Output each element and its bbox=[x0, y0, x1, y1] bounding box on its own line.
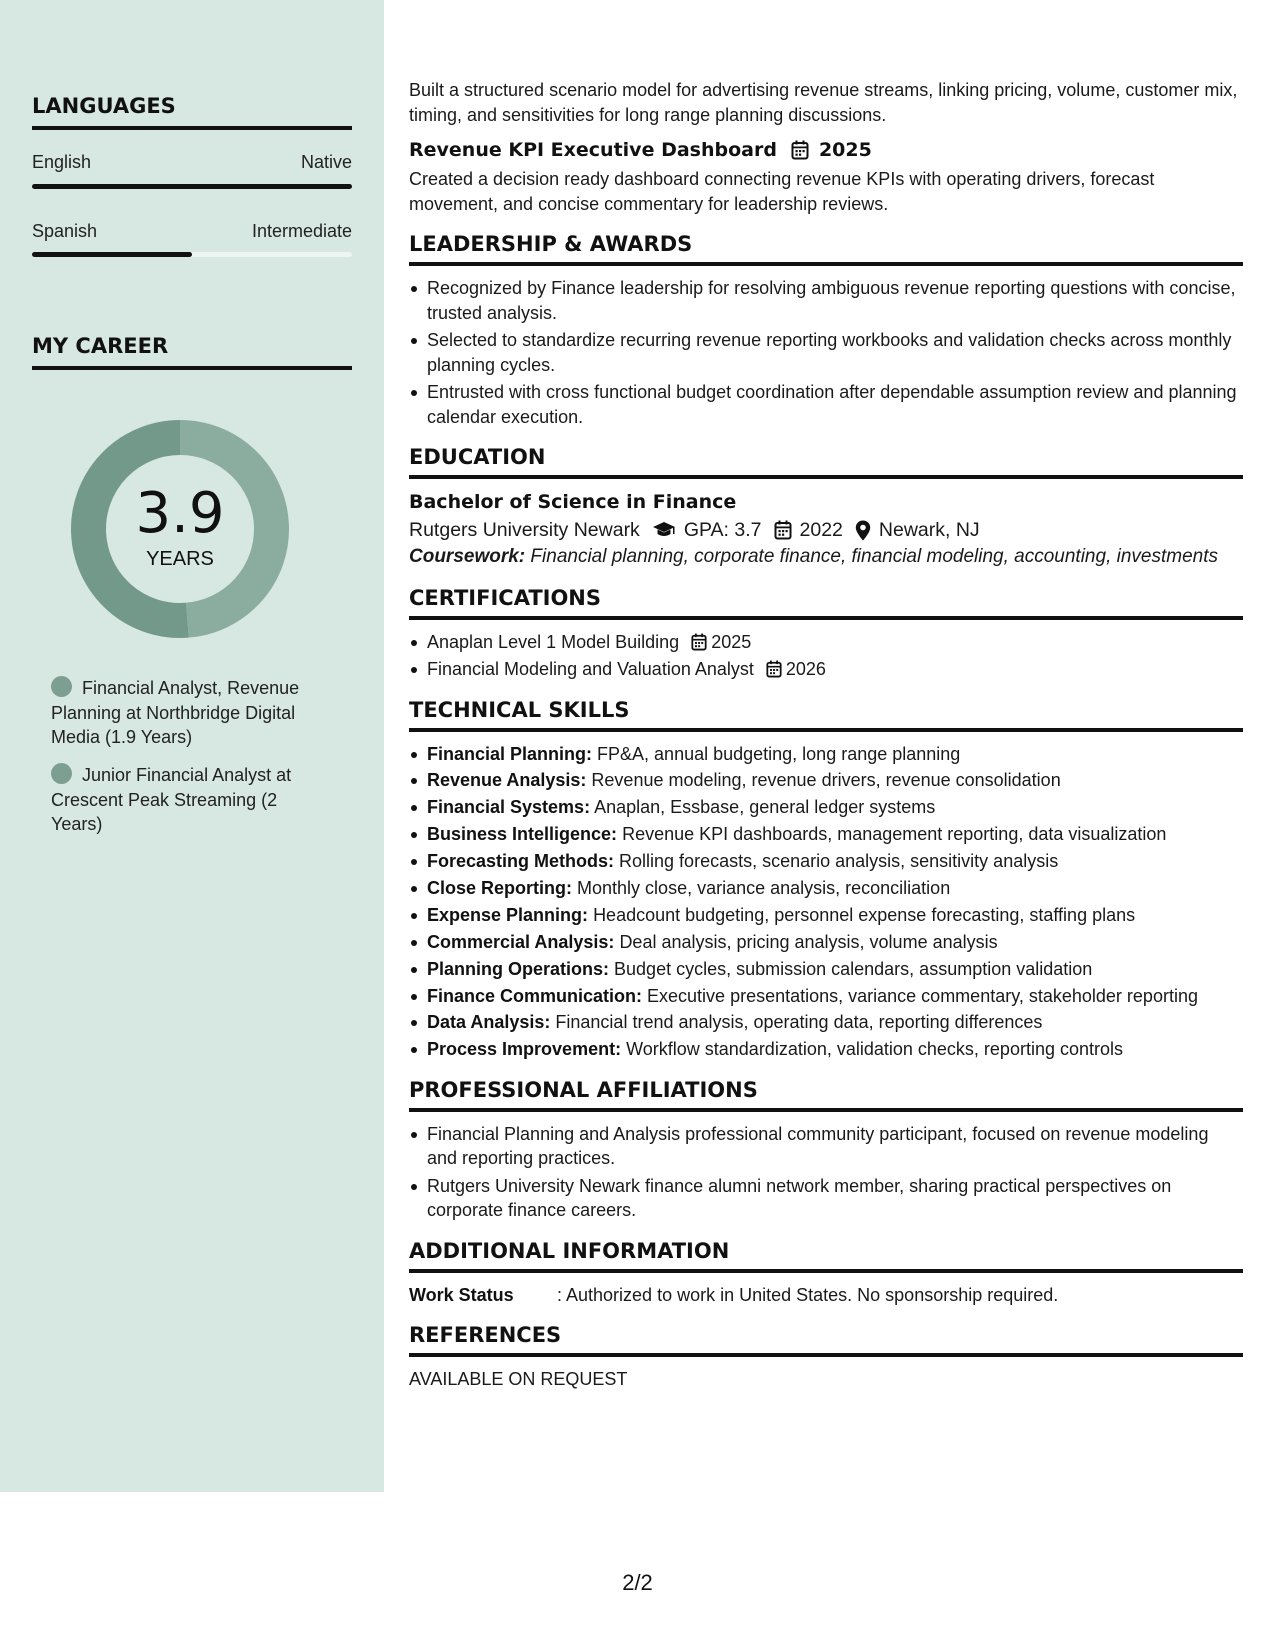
career-item bbox=[51, 676, 321, 750]
affiliations-list bbox=[409, 1122, 1243, 1223]
certification-name: Financial Modeling and Valuation Analyst bbox=[427, 659, 754, 679]
work-status-row bbox=[409, 1283, 1243, 1308]
leadership-list bbox=[409, 276, 1243, 429]
page-number: 2/2 bbox=[622, 1570, 653, 1595]
skill-value: Anaplan, Essbase, general ledger systems bbox=[594, 797, 936, 818]
career-total-unit: YEARS bbox=[146, 548, 214, 570]
list-item: Selected to standardize recurring revenue reporting workbooks and validation checks across monthly planning cycles. bbox=[409, 328, 1243, 377]
skill-label: Revenue Analysis: bbox=[427, 770, 587, 791]
skill-value: Budget cycles, submission calendars, assumption validation bbox=[614, 958, 1093, 979]
skill-value: Monthly close, variance analysis, reconciliation bbox=[577, 877, 951, 898]
project-description: Built a structured scenario model for advertising revenue streams, linking pricing, volume, customer mix, timing, and sensitivities for long range planning discussions. bbox=[409, 80, 1238, 125]
additional-info-heading: ADDITIONAL INFORMATION bbox=[409, 1237, 1243, 1273]
work-status-label: Work Status bbox=[409, 1284, 514, 1305]
list-item bbox=[409, 657, 1243, 682]
language-bar-fill bbox=[32, 184, 352, 189]
skill-value: Headcount budgeting, personnel expense forecasting, staffing plans bbox=[593, 904, 1136, 925]
coursework-label: Coursework: bbox=[409, 546, 526, 567]
graduation-cap-icon bbox=[652, 521, 676, 539]
career-total bbox=[66, 481, 294, 571]
career-total-value: 3.9 bbox=[135, 481, 225, 546]
school-name: Rutgers University Newark bbox=[409, 519, 640, 541]
education-details bbox=[409, 515, 1243, 545]
calendar-icon bbox=[691, 633, 707, 651]
skill-value: Financial trend analysis, operating data, reporting differences bbox=[555, 1012, 1043, 1033]
skill-label: Forecasting Methods: bbox=[427, 851, 615, 872]
references-text: AVAILABLE ON REQUEST bbox=[409, 1369, 628, 1390]
project-title: Revenue KPI Executive Dashboard bbox=[409, 139, 777, 161]
list-item: Recognized by Finance leadership for resolving ambiguous revenue reporting questions with concise, trusted analysis. bbox=[409, 276, 1243, 325]
language-bar-fill bbox=[32, 252, 192, 257]
career-item-text: Financial Analyst, Revenue Planning at Northbridge Digital Media (1.9 Years) bbox=[51, 678, 300, 747]
skill-value: FP&A, annual budgeting, long range planning bbox=[597, 743, 961, 764]
language-bar-spanish bbox=[32, 252, 352, 257]
career-item-text: Junior Financial Analyst at Crescent Peak Streaming (2 Years) bbox=[51, 765, 292, 834]
main-content bbox=[409, 78, 1243, 1392]
calendar-icon bbox=[766, 660, 782, 678]
language-bar-english bbox=[32, 184, 352, 189]
degree-title: Bachelor of Science in Finance bbox=[409, 491, 737, 513]
sidebar bbox=[0, 0, 384, 1492]
skill-label: Commercial Analysis: bbox=[427, 931, 615, 952]
list-item bbox=[409, 1010, 1243, 1035]
skill-label: Business Intelligence: bbox=[427, 824, 618, 845]
career-dot-icon bbox=[51, 763, 72, 784]
certifications-heading: CERTIFICATIONS bbox=[409, 584, 1243, 620]
language-row-english bbox=[32, 152, 352, 173]
language-level: Intermediate bbox=[251, 221, 352, 241]
work-status-value: : Authorized to work in United States. No sponsorship required. bbox=[557, 1284, 1059, 1305]
language-row-spanish bbox=[32, 221, 352, 242]
career-heading: MY CAREER bbox=[32, 334, 352, 370]
project-description: Created a decision ready dashboard connecting revenue KPIs with operating drivers, forecast movement, and concise commentary for leadership reviews. bbox=[409, 169, 1155, 214]
skill-label: Finance Communication: bbox=[427, 985, 643, 1006]
list-item bbox=[409, 903, 1243, 928]
coursework bbox=[409, 545, 1243, 570]
calendar-icon bbox=[774, 520, 792, 540]
affiliations-heading: PROFESSIONAL AFFILIATIONS bbox=[409, 1076, 1243, 1112]
skill-value: Rolling forecasts, scenario analysis, sensitivity analysis bbox=[619, 851, 1059, 872]
skill-value: Revenue KPI dashboards, management reporting, data visualization bbox=[622, 824, 1167, 845]
skill-value: Revenue modeling, revenue drivers, revenue consolidation bbox=[591, 770, 1061, 791]
certification-year: 2025 bbox=[711, 631, 752, 652]
skill-label: Financial Systems: bbox=[427, 797, 591, 818]
languages-heading: LANGUAGES bbox=[32, 94, 352, 130]
career-dot-icon bbox=[51, 676, 72, 697]
skill-value: Executive presentations, variance commentary, stakeholder reporting bbox=[647, 985, 1198, 1006]
school-location: Newark, NJ bbox=[878, 519, 980, 541]
project-title-row bbox=[409, 137, 1243, 163]
list-item bbox=[409, 1037, 1243, 1062]
list-item: Entrusted with cross functional budget coordination after dependable assumption review and planning calendar execution. bbox=[409, 380, 1243, 429]
language-name: English bbox=[32, 152, 92, 172]
leadership-heading: LEADERSHIP & AWARDS bbox=[409, 230, 1243, 266]
skill-label: Close Reporting: bbox=[427, 877, 573, 898]
list-item bbox=[409, 768, 1243, 793]
list-item bbox=[409, 930, 1243, 955]
gpa: GPA: 3.7 bbox=[683, 519, 762, 541]
skills-heading: TECHNICAL SKILLS bbox=[409, 696, 1243, 732]
list-item bbox=[409, 876, 1243, 901]
project-year: 2025 bbox=[818, 139, 872, 161]
skill-label: Financial Planning: bbox=[427, 743, 593, 764]
certifications-list bbox=[409, 630, 1243, 682]
list-item bbox=[409, 822, 1243, 847]
list-item bbox=[409, 957, 1243, 982]
skill-value: Deal analysis, pricing analysis, volume analysis bbox=[619, 931, 998, 952]
skill-label: Planning Operations: bbox=[427, 958, 610, 979]
coursework-text: Financial planning, corporate finance, financial modeling, accounting, investments bbox=[530, 546, 1218, 567]
list-item bbox=[409, 984, 1243, 1009]
location-pin-icon bbox=[855, 520, 871, 541]
graduation-year: 2022 bbox=[799, 519, 843, 541]
list-item bbox=[409, 630, 1243, 655]
list-item: Rutgers University Newark finance alumni network member, sharing practical perspectives on corporate finance careers. bbox=[409, 1174, 1243, 1223]
education-heading: EDUCATION bbox=[409, 443, 1243, 479]
certification-year: 2026 bbox=[785, 659, 826, 679]
language-name: Spanish bbox=[32, 221, 98, 241]
skill-value: Workflow standardization, validation checks, reporting controls bbox=[626, 1039, 1124, 1060]
skill-label: Data Analysis: bbox=[427, 1012, 551, 1033]
list-item bbox=[409, 742, 1243, 767]
calendar-icon bbox=[791, 140, 809, 160]
references-heading: REFERENCES bbox=[409, 1321, 1243, 1357]
skills-list bbox=[409, 742, 1243, 1062]
certification-name: Anaplan Level 1 Model Building bbox=[427, 631, 680, 652]
skill-label: Process Improvement: bbox=[427, 1039, 622, 1060]
list-item: Financial Planning and Analysis professional community participant, focused on revenue modeling and reporting practices. bbox=[409, 1122, 1243, 1171]
list-item bbox=[409, 795, 1243, 820]
career-item bbox=[51, 763, 321, 837]
list-item bbox=[409, 849, 1243, 874]
language-level: Native bbox=[300, 152, 352, 172]
skill-label: Expense Planning: bbox=[427, 904, 589, 925]
